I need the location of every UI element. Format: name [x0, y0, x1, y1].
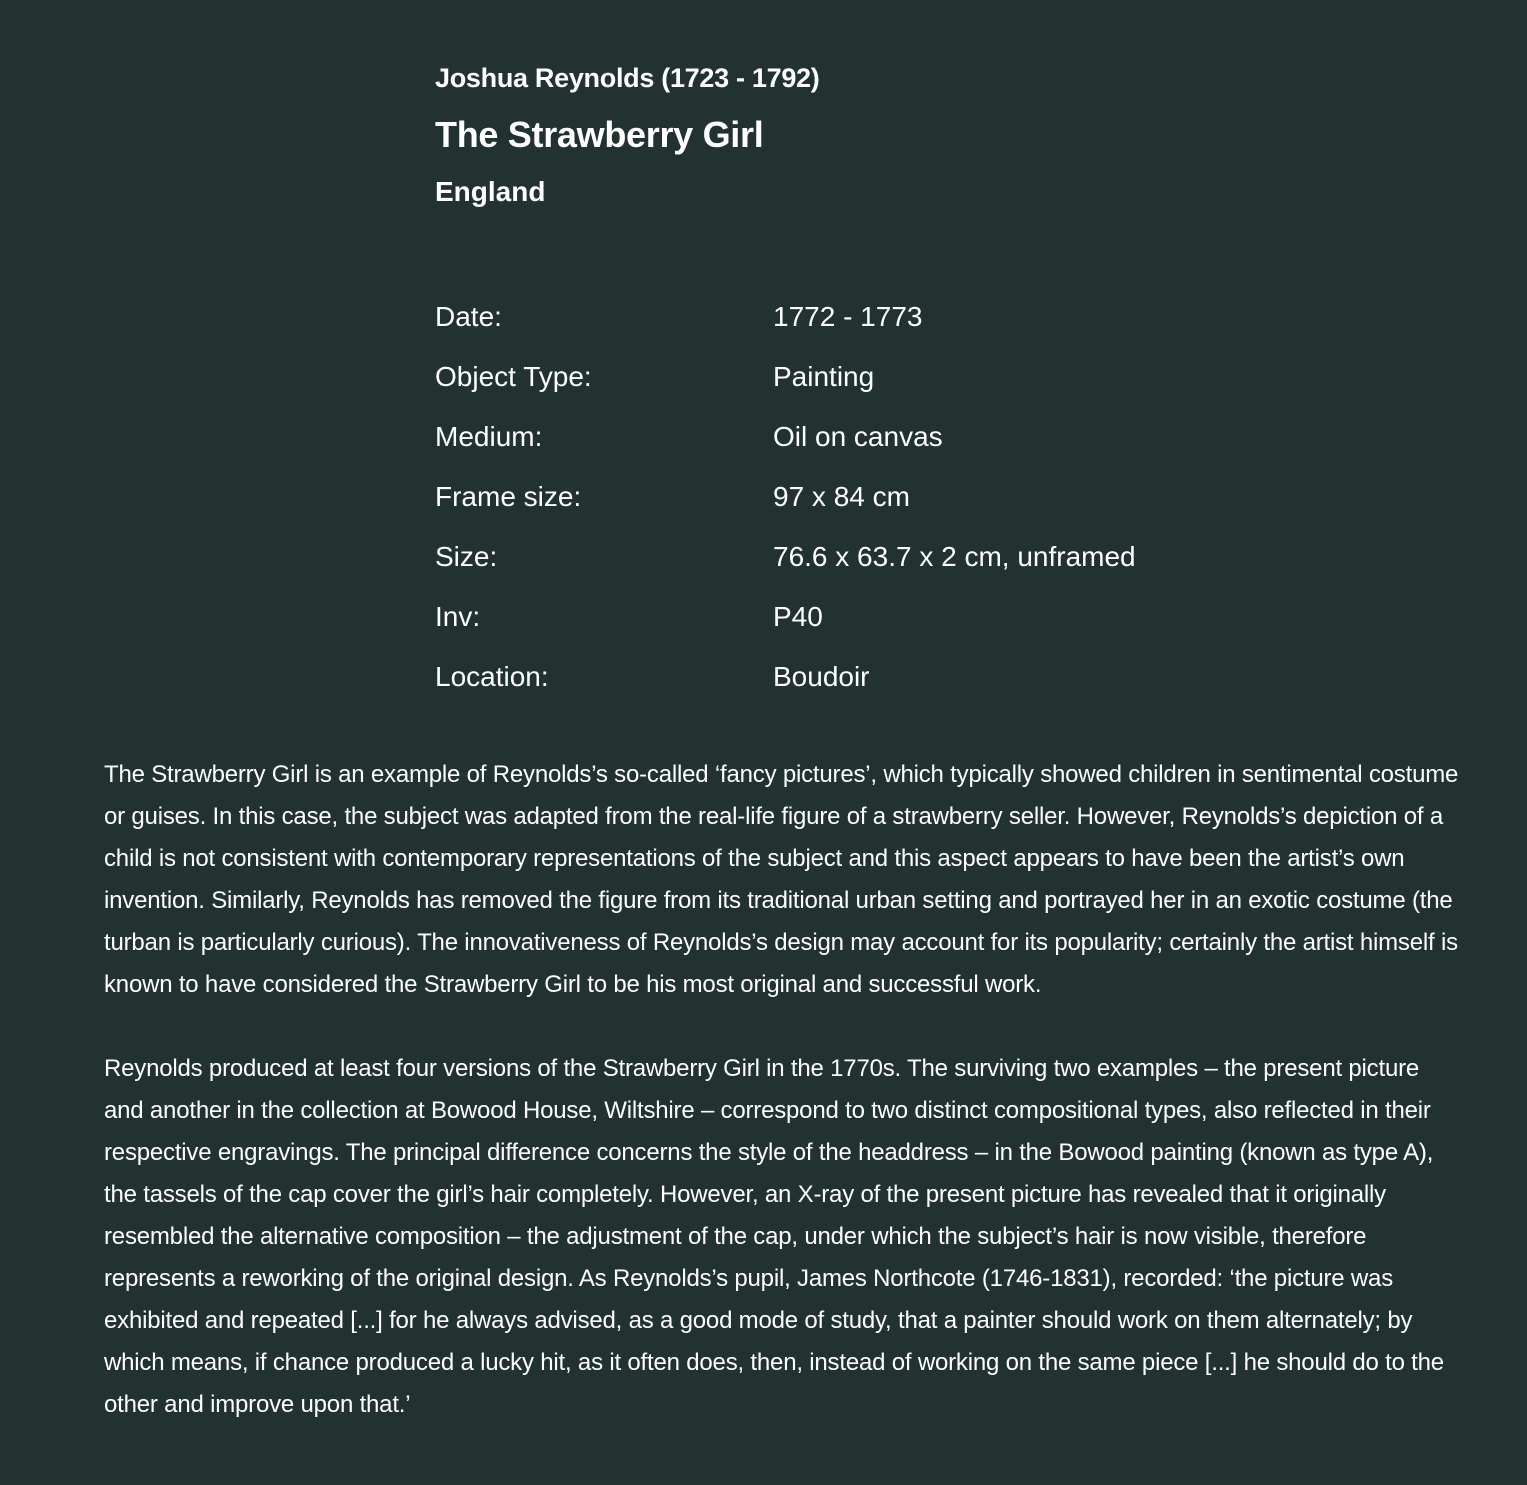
detail-row-medium — [435, 407, 1136, 467]
description-paragraph: The Strawberry Girl is an example of Reynolds’s so-called ‘fancy pictures’, which typically showed children in sentimental costume or guises. In this case, the subject was adapted from the real-life figure of a strawberry seller. However, Reynolds’s depiction of a child is not consistent with contemporary representations of the subject and this aspect appears to have been the artist’s own invention. Similarly, Reynolds has removed the figure from its traditional urban setting and portrayed her in an exotic costume (the turban is particularly curious). The innovativeness of Reynolds’s design may account for its popularity; certainly the artist himself is known to have considered the Strawberry Girl to be his most original and successful work. — [104, 761, 1459, 998]
detail-row-frame-size — [435, 467, 1136, 527]
detail-label: Inv: — [435, 601, 481, 632]
artwork-header — [435, 56, 819, 214]
artwork-origin: England — [435, 176, 546, 207]
detail-value: Oil on canvas — [773, 421, 943, 452]
detail-value: P40 — [773, 601, 823, 632]
detail-row-size — [435, 527, 1136, 587]
artist-name: Joshua Reynolds (1723 - 1792) — [435, 63, 820, 93]
detail-value: Painting — [773, 361, 875, 392]
detail-row-object-type — [435, 347, 1136, 407]
detail-value: 97 x 84 cm — [773, 481, 910, 512]
detail-label: Frame size: — [435, 481, 582, 512]
detail-value: 76.6 x 63.7 x 2 cm, unframed — [773, 541, 1136, 572]
detail-label: Date: — [435, 301, 502, 332]
detail-row-inv — [435, 587, 1136, 647]
detail-row-date — [435, 287, 1136, 347]
details-table — [435, 287, 1136, 707]
detail-value: Boudoir — [773, 661, 870, 692]
detail-label: Object Type: — [435, 361, 592, 392]
artwork-description — [104, 754, 1464, 1468]
detail-label: Location: — [435, 661, 549, 692]
detail-label: Size: — [435, 541, 498, 572]
description-paragraph: Reynolds produced at least four versions of the Strawberry Girl in the 1770s. The surviving two examples – the present picture and another in the collection at Bowood House, Wiltshire – correspond to two distinct compositional types, also reflected in their respective engravings. The principal difference concerns the style of the headdress – in the Bowood painting (known as type A), the tassels of the cap cover the girl’s hair completely. However, an X-ray of the present picture has revealed that it originally resembled the alternative composition – the adjustment of the cap, under which the subject’s hair is now visible, therefore represents a reworking of the original design. As Reynolds’s pupil, James Northcote (1746-1831), recorded: ‘the picture was exhibited and repeated [...] for he always advised, as a good mode of study, that a painter should work on them alternately; by which means, if chance produced a lucky hit, as it often does, then, instead of working on the same piece [...] he should do to the other and improve upon that.’ — [104, 1055, 1444, 1418]
detail-label: Medium: — [435, 421, 543, 452]
artwork-title: The Strawberry Girl — [435, 114, 764, 155]
detail-row-location — [435, 647, 1136, 707]
detail-value: 1772 - 1773 — [773, 301, 923, 332]
